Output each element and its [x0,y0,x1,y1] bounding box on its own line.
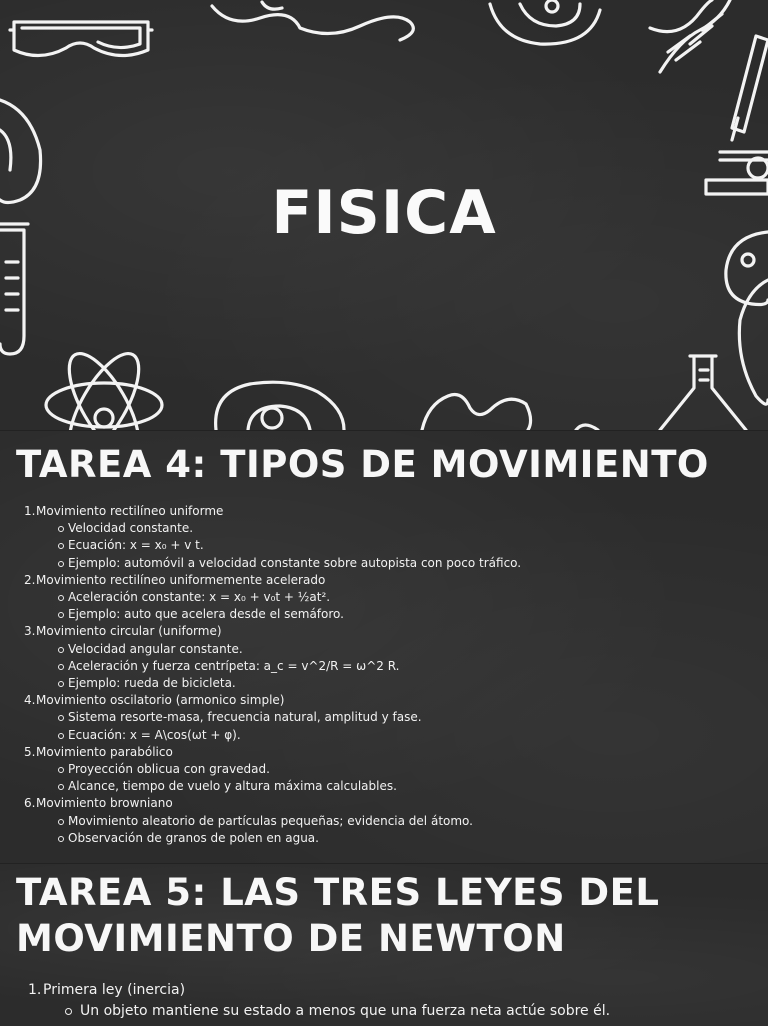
bullet-icon [65,1008,72,1015]
goggles-icon [10,22,152,56]
list-number: 6. [24,796,36,811]
bullet-icon [58,767,64,773]
sub-list-text: Alcance, tiempo de vuelo y altura máxima calculables. [68,779,397,794]
list-item-label: Movimiento parabólico [36,744,173,759]
sub-list-text: Ejemplo: automóvil a velocidad constante sobre autopista con poco tráfico. [68,555,522,570]
sub-list-item [58,555,521,572]
sub-list [36,813,521,847]
bullet-icon [58,664,64,670]
sub-list-item [58,727,521,744]
list-item-label: Movimiento rectilíneo uniforme [36,504,224,518]
sub-list [36,709,521,743]
sub-list-item [58,761,521,778]
sub-list-text: Movimiento aleatorio de partículas pequeñas; evidencia del átomo. [68,813,473,828]
bullet-icon [58,543,64,549]
sub-list-item [58,520,521,537]
bullet-icon [58,595,64,601]
sub-list-item [58,778,521,795]
sub-list-item [58,606,521,623]
list-item [26,795,521,847]
list-number: 2. [24,572,36,587]
sub-list [36,641,521,693]
sub-list-text: Velocidad angular constante. [68,641,243,656]
bullet-icon [58,681,64,687]
sub-list-text: Ejemplo: rueda de bicicleta. [68,676,236,691]
sub-list-item [65,1001,610,1022]
sub-list-text: Aceleración y fuerza centrípeta: a_c = v^2/R = ω^2 R. [68,658,400,673]
sub-list-text: Proyección oblicua con gravedad. [68,762,270,777]
bullet-icon [58,561,64,567]
bullet-icon [58,647,64,653]
bullet-icon [58,819,64,825]
list-item-label: Movimiento circular (uniforme) [36,624,222,639]
tarea4-heading: TAREA 4: TIPOS DE MOVIMIENTO [16,443,709,486]
atom-icon [46,344,162,430]
bullet-icon [58,526,64,532]
list-item [26,503,521,572]
cell-icon [212,2,413,40]
bullet-icon [58,836,64,842]
list-item-label: Movimiento browniano [36,796,173,811]
list-item [30,980,610,1022]
list-number: 5. [24,744,36,759]
title-slide [0,0,768,430]
sub-list-item [58,830,521,847]
list-item-label: Primera ley (inercia) [43,982,186,998]
dna-icon [650,0,730,72]
cell-icon [726,232,768,404]
tarea5-slide [0,863,768,1026]
main-title: FISICA [271,178,497,248]
list-number: 1. [28,982,42,998]
list-number: 4. [24,693,36,708]
sub-list-item [58,709,521,726]
list-item [26,623,521,692]
list-item [26,572,521,624]
sub-list-text: Velocidad constante. [68,521,194,536]
microscope-icon [706,36,768,194]
sub-list-item [58,658,521,675]
sub-list-item [58,675,521,692]
sub-list [36,761,521,795]
tarea5-heading-line1: TAREA 5: LAS TRES LEYES DEL [16,871,660,914]
sub-list-text: Aceleración constante: x = x₀ + v₀t + ½at². [68,590,331,605]
list-item [26,692,521,744]
sub-list-text: Sistema resorte-masa, frecuencia natural, amplitud y fase. [68,710,422,725]
sub-list-text: Ecuación: x = x₀ + v t. [68,538,204,553]
sub-list-text: Observación de granos de polen en agua. [68,830,319,845]
flask-icon [660,356,746,430]
bullet-icon [58,784,64,790]
tarea5-heading-line2: MOVIMIENTO DE NEWTON [16,917,566,960]
sub-list [43,1001,610,1022]
sub-list-item [58,641,521,658]
list-item-label: Movimiento rectilíneo uniformemente acelerado [36,572,326,587]
sub-list [36,520,521,572]
cell-icon [216,382,344,430]
sub-list-item [58,813,521,830]
bullet-icon [58,612,64,618]
tarea4-slide [0,430,768,863]
tarea4-list [26,503,521,847]
bullet-icon [58,715,64,721]
sub-list-text: Ejemplo: auto que acelera desde el semáforo. [68,607,344,622]
tarea5-list [30,980,610,1022]
tarea5-heading [16,870,660,962]
list-number: 3. [24,624,36,639]
sub-list-item [58,537,521,554]
cell-icon [422,395,598,431]
sub-list-text: Ecuación: x = A\cos(ωt + φ). [68,727,241,742]
sub-list [36,589,521,623]
list-item [26,744,521,796]
bullet-icon [58,733,64,739]
list-number: 1. [24,504,36,518]
sub-list-text: Un objeto mantiene su estado a menos que una fuerza neta actúe sobre él. [80,1003,611,1019]
list-item-label: Movimiento oscilatorio (armonico simple) [36,693,285,708]
petri-dish-icon [490,0,600,44]
sub-list-item [58,589,521,606]
